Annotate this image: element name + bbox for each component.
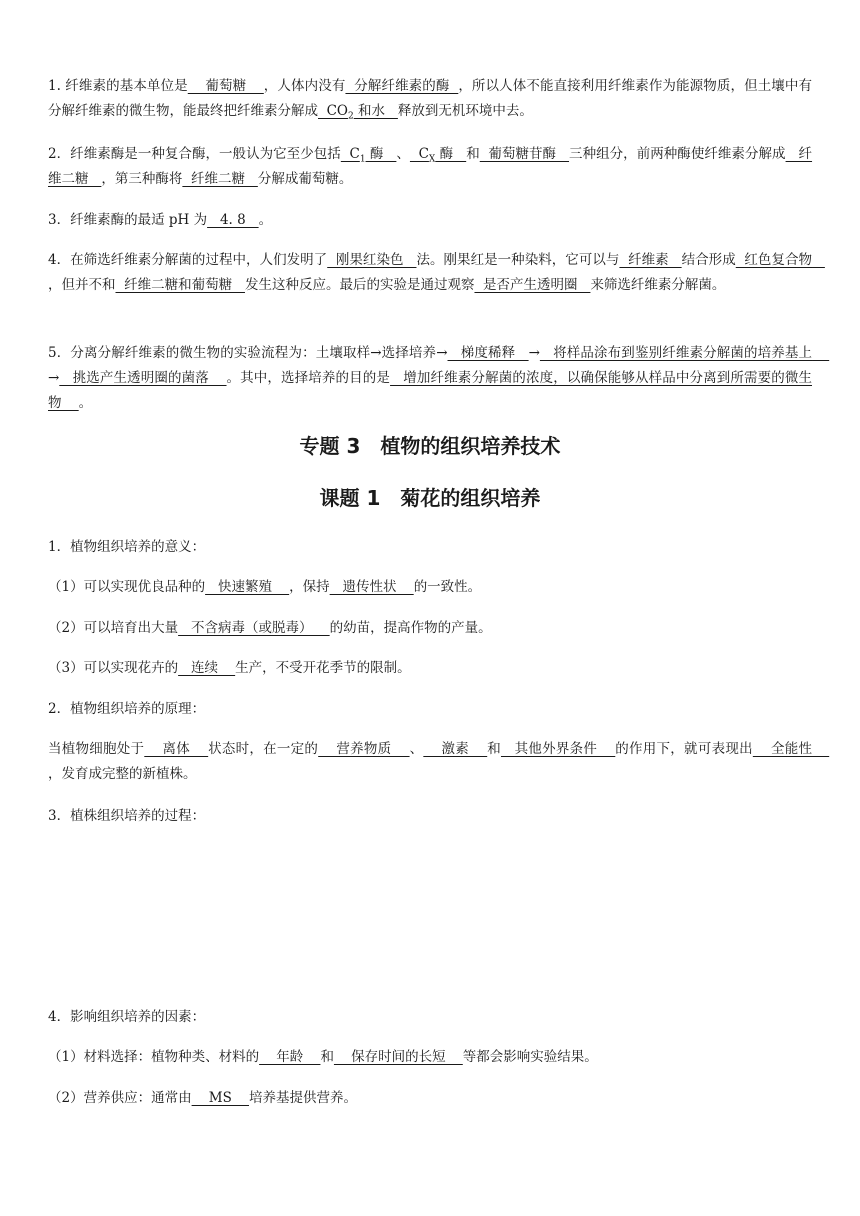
chapter-heading: 专题 3 植物的组织培养技术 xyxy=(299,434,561,458)
text: → xyxy=(48,370,60,386)
answer-blank: 纤维二糖和葡萄糖 xyxy=(115,277,245,293)
answer-blank xyxy=(340,146,397,165)
text: 2．纤维素酶是一种复合酶，一般认为它至少包括 xyxy=(48,146,341,162)
text: 培养基提供营养。 xyxy=(249,1090,357,1106)
answer-blank xyxy=(409,146,467,165)
section-4-item-2 xyxy=(48,1086,812,1111)
text: 的一致性。 xyxy=(413,579,482,595)
question-3 xyxy=(48,208,812,233)
text: 结合形成 xyxy=(681,252,736,268)
text: 。 xyxy=(78,395,93,411)
answer-blank: 挑选产生透明圈的菌落 xyxy=(59,370,227,386)
subscript: 1 xyxy=(359,154,366,165)
text: 酶 xyxy=(435,146,467,162)
section-1-item-3 xyxy=(48,656,812,681)
text: 4．在筛选纤维素分解菌的过程中，人们发明了 xyxy=(48,252,328,268)
answer-blank: 纤维二糖 xyxy=(182,171,258,187)
answer-blank: 全能性 xyxy=(752,741,830,757)
answer-blank: 分解纤维素的酶 xyxy=(345,78,459,94)
text: 。 xyxy=(258,212,273,228)
text: （1）可以实现优良品种的 xyxy=(48,579,206,595)
answer-blank: 葡萄糖苷酶 xyxy=(479,146,570,162)
text: ，保持 xyxy=(289,579,330,595)
answer-blank: 保存时间的长短 xyxy=(333,1049,463,1065)
text: → xyxy=(528,345,540,361)
answer-blank: 纤维素 xyxy=(619,252,682,268)
text: 生产，不受开花季节的限制。 xyxy=(235,660,411,676)
section-2-title: 2．植物组织培养的原理： xyxy=(48,701,206,717)
text: C xyxy=(340,146,360,162)
text: 酶 xyxy=(365,146,397,162)
answer-blank: 将样品涂布到鉴别纤维素分解菌的培养基上 xyxy=(539,345,830,361)
answer-blank: 梯度稀释 xyxy=(447,345,529,361)
text: 法。刚果红是一种染料，它可以与 xyxy=(416,252,620,268)
answer-blank: 葡萄糖 xyxy=(187,78,264,94)
answer-blank: 刚果红染色 xyxy=(327,252,417,268)
text: 。其中，选择培养的目的是 xyxy=(226,370,391,386)
text: CO xyxy=(318,103,348,119)
answer-blank: 不含病毒（或脱毒） xyxy=(178,620,330,636)
section-1-item-2 xyxy=(48,616,812,641)
section-1-item-1 xyxy=(48,575,812,600)
text: 和 xyxy=(487,741,501,757)
answer-blank: 纤维二糖 xyxy=(48,146,813,187)
text: 当植物细胞处于 xyxy=(48,741,145,757)
text: ，发育成完整的新植株。 xyxy=(48,766,197,782)
text: 和 xyxy=(466,146,480,162)
text: （2）营养供应：通常由 xyxy=(48,1090,192,1106)
answer-blank xyxy=(318,103,398,122)
subscript: 2 xyxy=(347,111,354,122)
text: （3）可以实现花卉的 xyxy=(48,660,179,676)
section-1-title: 1．植物组织培养的意义： xyxy=(48,539,206,555)
question-1 xyxy=(48,74,812,124)
text: 和水 xyxy=(353,103,398,119)
section-4-title: 4．影响组织培养的因素： xyxy=(48,1009,206,1025)
subscript: X xyxy=(428,154,436,165)
answer-blank: 快速繁殖 xyxy=(205,579,290,595)
text: 释放到无机环境中去。 xyxy=(397,103,533,119)
text: ，第三种酶将 xyxy=(101,171,183,187)
section-2-body xyxy=(48,737,830,787)
answer-blank: 其他外界条件 xyxy=(500,741,616,757)
question-2 xyxy=(48,142,812,192)
text: 状态时，在一定的 xyxy=(208,741,319,757)
text: ，但并不和 xyxy=(48,277,116,293)
answer-blank: 离体 xyxy=(144,741,209,757)
text: 三种组分，前两种酶使纤维素分解成 xyxy=(569,146,786,162)
text: 的幼苗，提高作物的产量。 xyxy=(329,620,492,636)
text: ，人体内没有 xyxy=(263,78,346,94)
answer-blank: 红色复合物 xyxy=(735,252,825,268)
text: ，所以人体不能直接利用纤维素作为能源物质，但土壤中有分解纤维素的微生物，能最终把纤维素分解成 xyxy=(48,78,813,119)
text: 、 xyxy=(409,741,424,757)
text: 分解成葡萄糖。 xyxy=(257,171,353,187)
text: 、 xyxy=(396,146,410,162)
text: 3．纤维素酶的最适 pH 为 xyxy=(48,212,208,228)
section-3-title: 3．植株组织培养的过程： xyxy=(48,808,206,824)
section-4-item-1 xyxy=(48,1045,812,1070)
answer-blank: 营养物质 xyxy=(318,741,410,757)
text: 和 xyxy=(320,1049,334,1065)
question-4 xyxy=(48,248,825,298)
answer-blank: 连续 xyxy=(178,660,236,676)
answer-blank: 4. 8 xyxy=(207,212,259,228)
answer-blank: 遗传性状 xyxy=(329,579,414,595)
text: （2）可以培育出大量 xyxy=(48,620,179,636)
question-5 xyxy=(48,341,830,416)
text: 发生这种反应。最后的实验是通过观察 xyxy=(244,277,475,293)
answer-blank: MS xyxy=(191,1090,249,1106)
text: 的作用下，就可表现出 xyxy=(615,741,753,757)
text: （1）材料选择：植物种类、材料的 xyxy=(48,1049,260,1065)
answer-blank: 激素 xyxy=(423,741,488,757)
text: 5．分离分解纤维素的微生物的实验流程为：土壤取样→选择培养→ xyxy=(48,345,448,361)
text: 1. 纤维素的基本单位是 xyxy=(48,78,188,94)
text: 来筛选纤维素分解菌。 xyxy=(590,277,726,293)
text: 等都会影响实验结果。 xyxy=(462,1049,598,1065)
answer-blank: 年龄 xyxy=(259,1049,321,1065)
text: C xyxy=(409,146,429,162)
answer-blank: 是否产生透明圈 xyxy=(474,277,591,293)
answer-blank: 增加纤维素分解菌的浓度，以确保能够从样品中分离到所需要的微生物 xyxy=(48,370,812,411)
lesson-heading: 课题 1 菊花的组织培养 xyxy=(319,486,541,510)
